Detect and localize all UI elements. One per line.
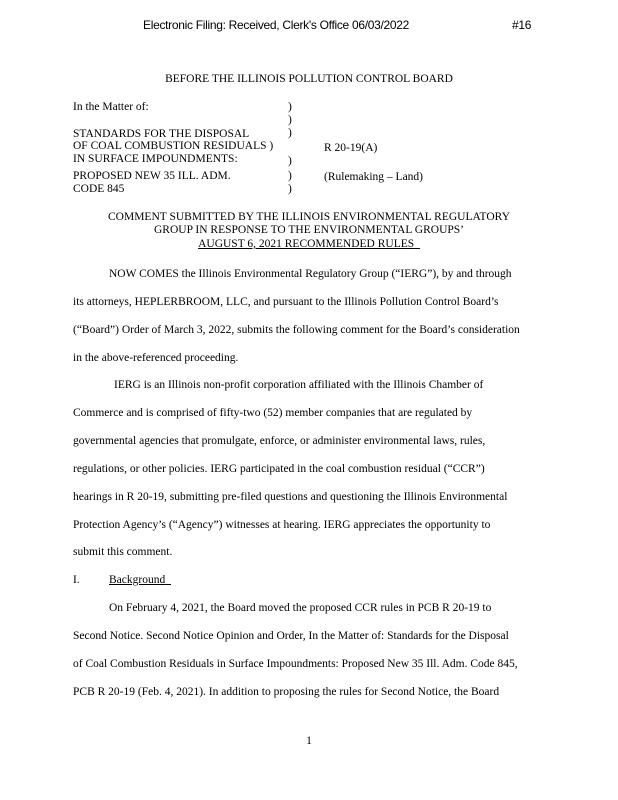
caption-paren: ) xyxy=(288,101,292,113)
text-line: Commerce and is comprised of fifty-two (52) member companies that are regulated by xyxy=(73,407,473,419)
caption-paren: ) xyxy=(288,114,292,126)
caption-line: In the Matter of: xyxy=(73,101,149,113)
text-line: its attorneys, HEPLERBROOM, LLC, and pursuant to the Illinois Pollution Control Board’s xyxy=(73,296,499,308)
document-number: #16 xyxy=(512,18,532,32)
text-line: Protection Agency’s (“Agency”) witnesses at hearing. IERG appreciates the opportunity to xyxy=(73,519,491,531)
caption-paren: ) xyxy=(288,170,292,182)
comment-title-line-3: AUGUST 6, 2021 RECOMMENDED RULES xyxy=(198,238,415,250)
comment-title-line-2: GROUP IN RESPONSE TO THE ENVIRONMENTAL GROUPS’ xyxy=(153,224,465,236)
text-line: Second Notice. Second Notice Opinion and Order, In the Matter of: Standards for the Disposal xyxy=(73,630,509,642)
caption-paren: ) xyxy=(288,155,292,167)
text-line: (“Board”) Order of March 3, 2022, submits the following comment for the Board’s consideration xyxy=(73,324,520,336)
text-line: IERG is an Illinois non-profit corporation affiliated with the Illinois Chamber of xyxy=(114,379,484,391)
comment-title-line-1: COMMENT SUBMITTED BY THE ILLINOIS ENVIRONMENTAL REGULATORY xyxy=(108,211,510,223)
section-heading: Background xyxy=(109,574,166,586)
caption-paren: ) xyxy=(288,183,292,195)
caption-line: OF COAL COMBUSTION RESIDUALS ) xyxy=(73,140,274,152)
docket-number: R 20-19(A) xyxy=(324,142,378,154)
caption-line: PROPOSED NEW 35 ILL. ADM. xyxy=(73,170,231,182)
text-line: in the above-referenced proceeding. xyxy=(73,352,239,364)
text-line: submit this comment. xyxy=(73,546,173,558)
caption-line: STANDARDS FOR THE DISPOSAL xyxy=(73,128,250,140)
text-line: of Coal Combustion Residuals in Surface Impoundments: Proposed New 35 Ill. Adm. Code 845, xyxy=(73,658,518,670)
section-number: I. xyxy=(73,574,80,586)
text-line: governmental agencies that promulgate, enforce, or administer environmental laws, rules, xyxy=(73,435,486,447)
rulemaking-type: (Rulemaking – Land) xyxy=(324,171,424,183)
text-line: On February 4, 2021, the Board moved the proposed CCR rules in PCB R 20-19 to xyxy=(109,602,492,614)
page-number: 1 xyxy=(306,735,312,747)
text-line: hearings in R 20-19, submitting pre-filed questions and questioning the Illinois Environmental xyxy=(73,491,508,503)
filing-stamp: Electronic Filing: Received, Clerk's Office 06/03/2022 xyxy=(143,18,410,32)
text-line: NOW COMES the Illinois Environmental Regulatory Group (“IERG”), by and through xyxy=(109,268,512,280)
caption-paren: ) xyxy=(288,127,292,139)
caption-line: CODE 845 xyxy=(73,183,125,195)
text-line: PCB R 20-19 (Feb. 4, 2021). In addition to proposing the rules for Second Notice, the Board xyxy=(73,686,500,698)
caption-line: IN SURFACE IMPOUNDMENTS: xyxy=(73,153,238,165)
text-line: regulations, or other policies. IERG participated in the coal combustion residual (“CCR”) xyxy=(73,463,485,475)
board-title: BEFORE THE ILLINOIS POLLUTION CONTROL BOARD xyxy=(165,73,453,85)
